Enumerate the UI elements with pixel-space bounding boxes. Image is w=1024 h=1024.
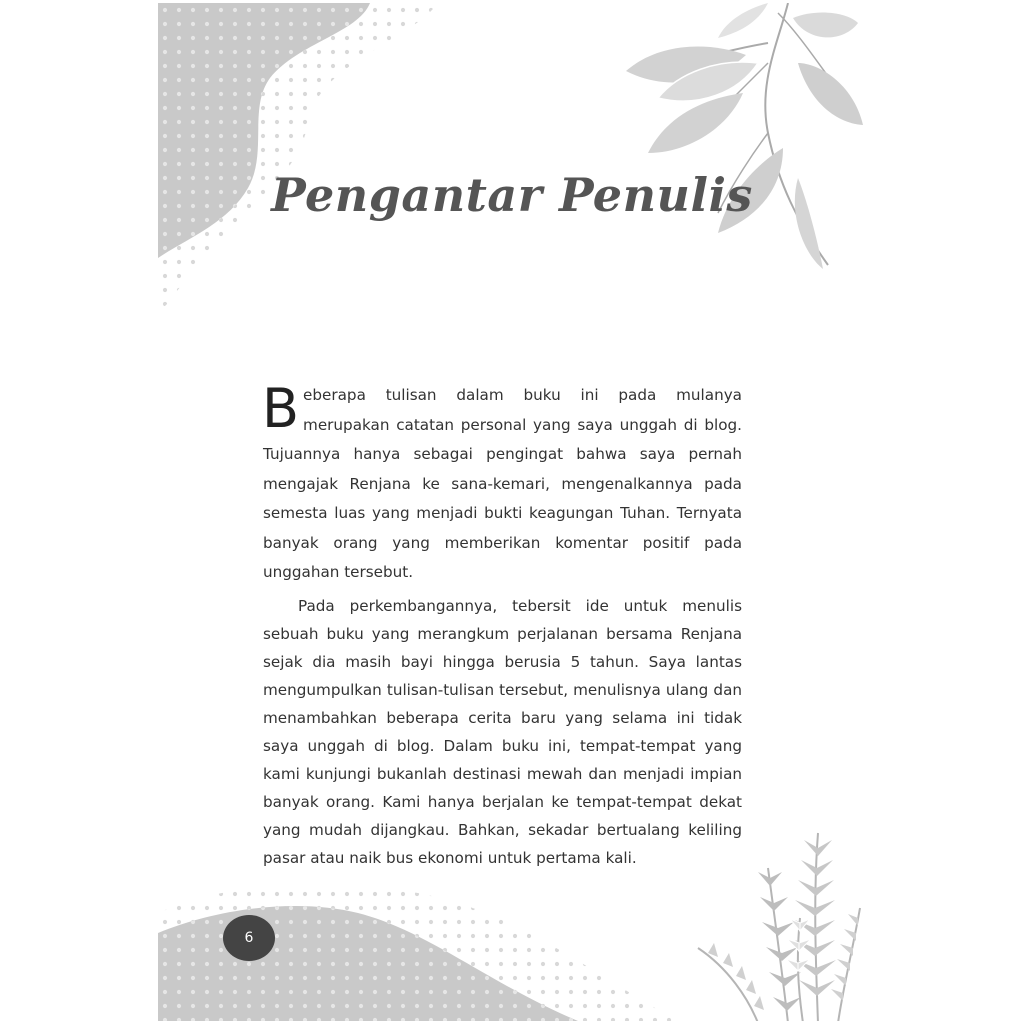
page-title: Pengantar Penulis <box>271 168 753 222</box>
page-number-badge: 6 <box>223 915 275 961</box>
paragraph-2: Pada perkembangannya, tebersit ide untuk menulis sebuah buku yang merangkum perjalanan bersama Renjana sejak dia masih bayi hingga berusia 5 tahun. Saya lantas mengumpulkan tulisan-tulisan tersebut, menulisnya ulang dan menambahkan beberapa cerita baru yang selama ini tidak saya unggah di blog. Dalam buku ini, tempat-tempat yang kami kunjungi bukanlah destinasi mewah dan menjadi impian banyak orang. Kami hanya berjalan ke tempat-tempat dekat yang mudah dijangkau. Bahkan, sekadar bertualang keliling pasar atau naik bus ekonomi untuk pertama kali. <box>263 596 742 867</box>
top-left-dotted-blob <box>158 3 438 313</box>
top-right-leaf-branch <box>618 3 866 273</box>
bottom-right-fern-plants <box>688 828 866 1021</box>
drop-cap: B <box>262 377 300 440</box>
book-page <box>158 3 866 1021</box>
paragraph-1 <box>262 377 742 588</box>
body-text <box>262 377 742 872</box>
paragraph-1-text: eberapa tulisan dalam buku ini pada mulanya merupakan catatan personal yang saya unggah di blog. Tujuannya hanya sebagai pengingat bahwa saya pernah mengajak Renjana ke sana-kemari, mengenalkannya pada semesta luas yang menjadi bukti keagungan Tuhan. Ternyata banyak orang yang memberikan komentar positif pada unggahan tersebut. <box>263 386 742 581</box>
